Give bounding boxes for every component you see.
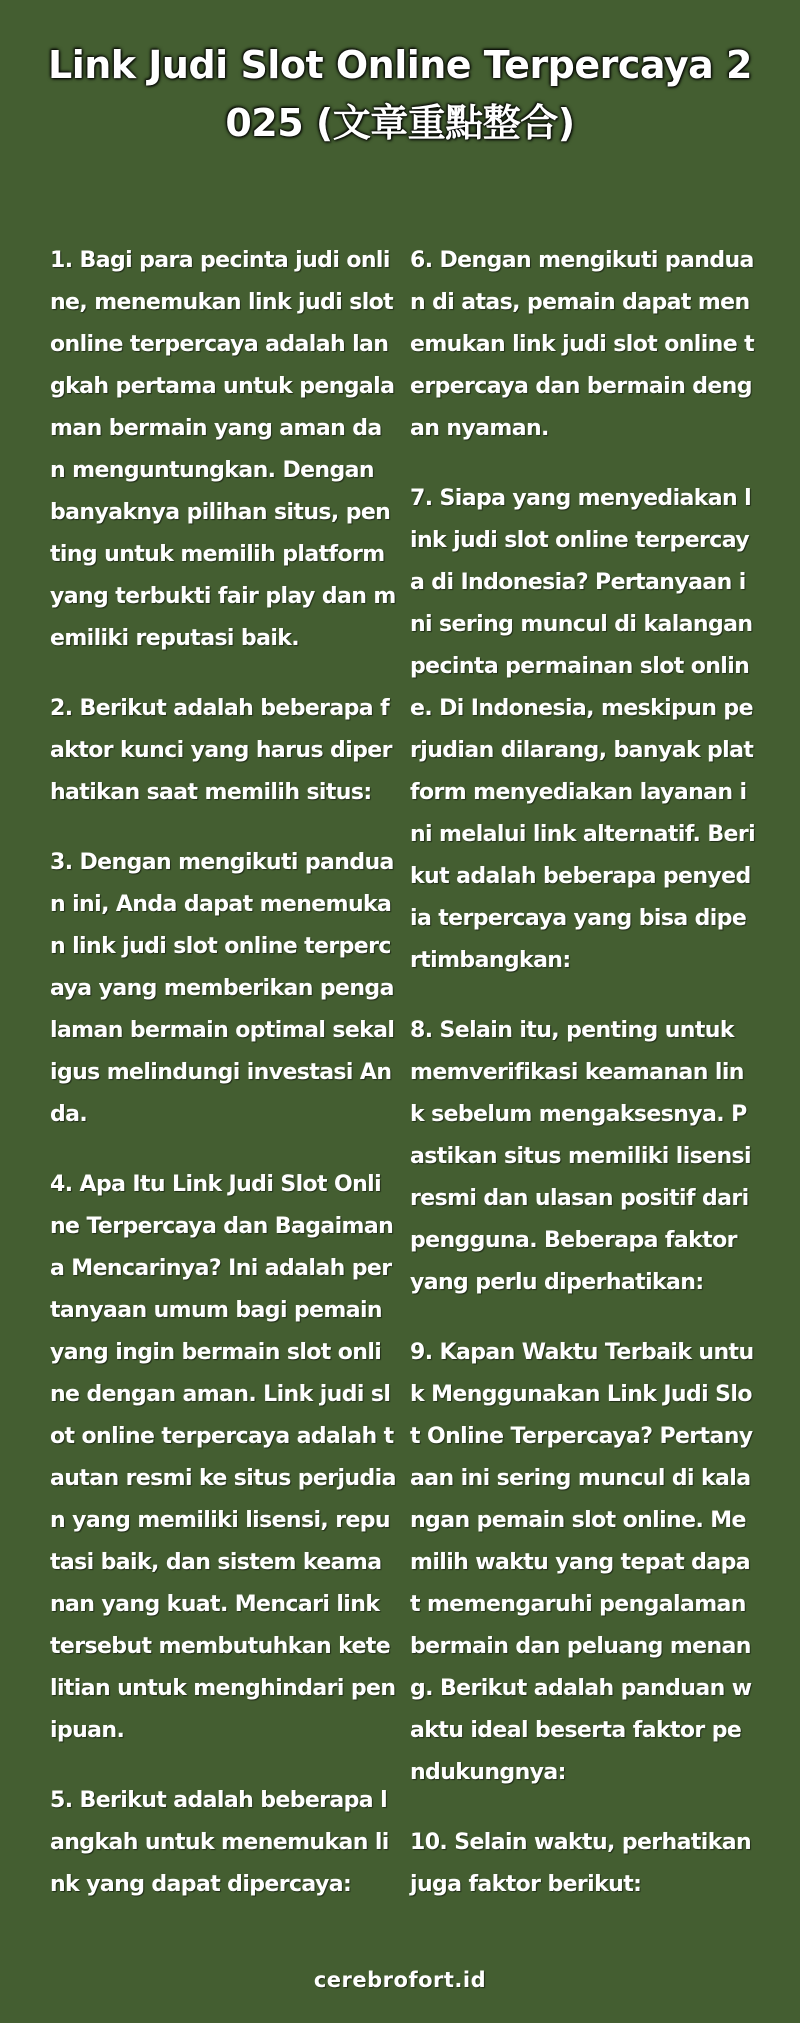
page-title: Link Judi Slot Online Terpercaya 2025 (文章重點整合)	[48, 43, 752, 145]
paragraph-6: 6. Dengan mengikuti panduan di atas, pemain dapat menemukan link judi slot online terpercaya dan bermain dengan nyaman.	[410, 248, 755, 441]
paragraph-7: 7. Siapa yang menyediakan link judi slot online terpercaya di Indonesia? Pertanyaan ini sering muncul di kalangan pecinta permainan slot online. Di Indonesia, meskipun perjudian dilarang, banyak platform menyediakan layanan ini melalui link alternatif. Berikut adalah beberapa penyedia terpercaya yang bisa dipertimbangkan:	[410, 486, 756, 973]
paragraph-2: 2. Berikut adalah beberapa faktor kunci yang harus diperhatikan saat memilih situs:	[50, 696, 392, 805]
paragraph-5: 5. Berikut adalah beberapa langkah untuk menemukan link yang dapat dipercaya:	[50, 1788, 389, 1897]
paragraph-8: 8. Selain itu, penting untuk memverifikasi keamanan link sebelum mengaksesnya. Pastikan situs memiliki lisensi resmi dan ulasan positif dari pengguna. Beberapa faktor yang perlu diperhatikan:	[410, 1018, 751, 1295]
right-column	[410, 240, 756, 1934]
paragraph-9: 9. Kapan Waktu Terbaik untuk Menggunakan Link Judi Slot Online Terpercaya? Pertanyaan ini sering muncul di kalangan pemain slot online. Memilih waktu yang tepat dapat memengaruhi pengalaman bermain dan peluang menang. Berikut adalah panduan waktu ideal beserta faktor pendukungnya:	[410, 1340, 754, 1785]
paragraph-4: 4. Apa Itu Link Judi Slot Online Terpercaya dan Bagaimana Mencarinya? Ini adalah pertanyaan umum bagi pemain yang ingin bermain slot online dengan aman. Link judi slot online terpercaya adalah tautan resmi ke situs perjudian yang memiliki lisensi, reputasi baik, dan sistem keamanan yang kuat. Mencari link tersebut membutuhkan ketelitian untuk menghindari penipuan.	[50, 1172, 396, 1743]
paragraph-1: 1. Bagi para pecinta judi online, menemukan link judi slot online terpercaya adalah langkah pertama untuk pengalaman bermain yang aman dan menguntungkan. Dengan banyaknya pilihan situs, penting untuk memilih platform yang terbukti fair play dan memiliki reputasi baik.	[50, 248, 396, 651]
left-column	[50, 240, 396, 1934]
paragraph-3: 3. Dengan mengikuti panduan ini, Anda dapat menemukan link judi slot online terpercaya yang memberikan pengalaman bermain optimal sekaligus melindungi investasi Anda.	[50, 850, 395, 1127]
paragraph-10: 10. Selain waktu, perhatikan juga faktor berikut:	[410, 1830, 752, 1897]
site-domain: cerebrofort.id	[313, 1968, 487, 1992]
